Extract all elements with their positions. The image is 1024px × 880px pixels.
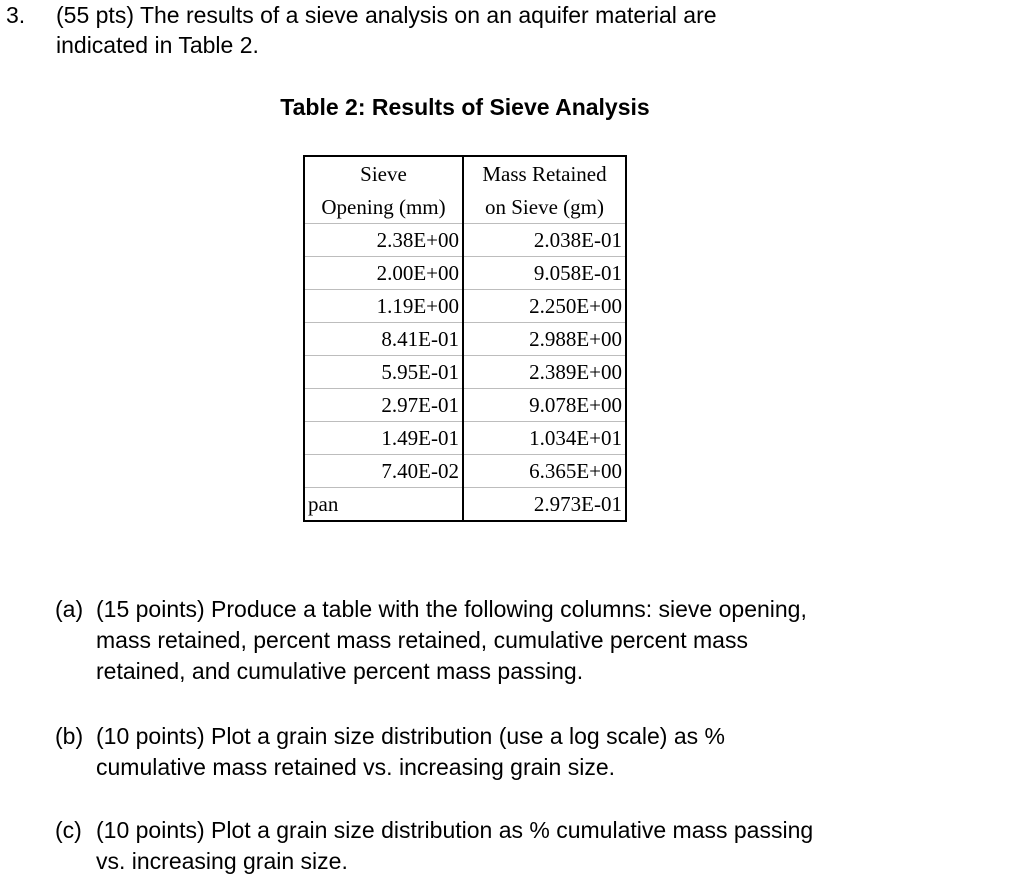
table-caption: Table 2: Results of Sieve Analysis: [280, 94, 650, 120]
table-row: [304, 356, 626, 389]
part-b-line-1: (10 points) Plot a grain size distribution (use a log scale) as %: [96, 723, 725, 749]
sieve-opening-cell: 8.41E-01: [304, 323, 463, 356]
part-a-line-2: mass retained, percent mass retained, cumulative percent mass: [96, 627, 748, 653]
table-row: [304, 290, 626, 323]
mass-retained-cell: 2.389E+00: [463, 356, 626, 389]
question-text-line-2: indicated in Table 2.: [56, 32, 259, 58]
part-c-label: (c): [55, 817, 82, 843]
sieve-opening-cell: 2.00E+00: [304, 257, 463, 290]
question-number: 3.: [6, 2, 26, 28]
col1-header-line-2: Opening (mm): [304, 190, 463, 224]
sieve-opening-cell: 7.40E-02: [304, 455, 463, 488]
col2-header-line-2: on Sieve (gm): [463, 190, 626, 224]
part-b-line-2: cumulative mass retained vs. increasing grain size.: [96, 754, 616, 780]
mass-retained-cell: 9.078E+00: [463, 389, 626, 422]
table-row: [304, 257, 626, 290]
part-c-line-1: (10 points) Plot a grain size distribution as % cumulative mass passing: [96, 817, 814, 843]
table-header-row-1: [304, 156, 626, 190]
table-row: [304, 389, 626, 422]
sieve-opening-cell: 5.95E-01: [304, 356, 463, 389]
table-row-pan: [304, 488, 626, 522]
mass-retained-cell: 9.058E-01: [463, 257, 626, 290]
mass-retained-cell: 2.973E-01: [463, 488, 626, 522]
part-c-line-2: vs. increasing grain size.: [96, 848, 348, 874]
table-row: [304, 224, 626, 257]
table-row: [304, 422, 626, 455]
part-a-line-3: retained, and cumulative percent mass passing.: [96, 658, 584, 684]
sieve-opening-cell: pan: [304, 488, 463, 522]
mass-retained-cell: 2.250E+00: [463, 290, 626, 323]
table-row: [304, 323, 626, 356]
mass-retained-cell: 1.034E+01: [463, 422, 626, 455]
sieve-opening-cell: 2.38E+00: [304, 224, 463, 257]
part-b-label: (b): [55, 723, 84, 749]
col1-header-line-1: Sieve: [304, 156, 463, 190]
sieve-opening-cell: 1.19E+00: [304, 290, 463, 323]
table-row: [304, 455, 626, 488]
sieve-analysis-table: [303, 155, 627, 522]
col2-header-line-1: Mass Retained: [463, 156, 626, 190]
part-a-line-1: (15 points) Produce a table with the following columns: sieve opening,: [96, 596, 807, 622]
mass-retained-cell: 6.365E+00: [463, 455, 626, 488]
mass-retained-cell: 2.038E-01: [463, 224, 626, 257]
part-a-label: (a): [55, 596, 84, 622]
sieve-opening-cell: 1.49E-01: [304, 422, 463, 455]
table-header-row-2: [304, 190, 626, 224]
mass-retained-cell: 2.988E+00: [463, 323, 626, 356]
sieve-opening-cell: 2.97E-01: [304, 389, 463, 422]
question-text-line-1: (55 pts) The results of a sieve analysis on an aquifer material are: [56, 2, 717, 28]
